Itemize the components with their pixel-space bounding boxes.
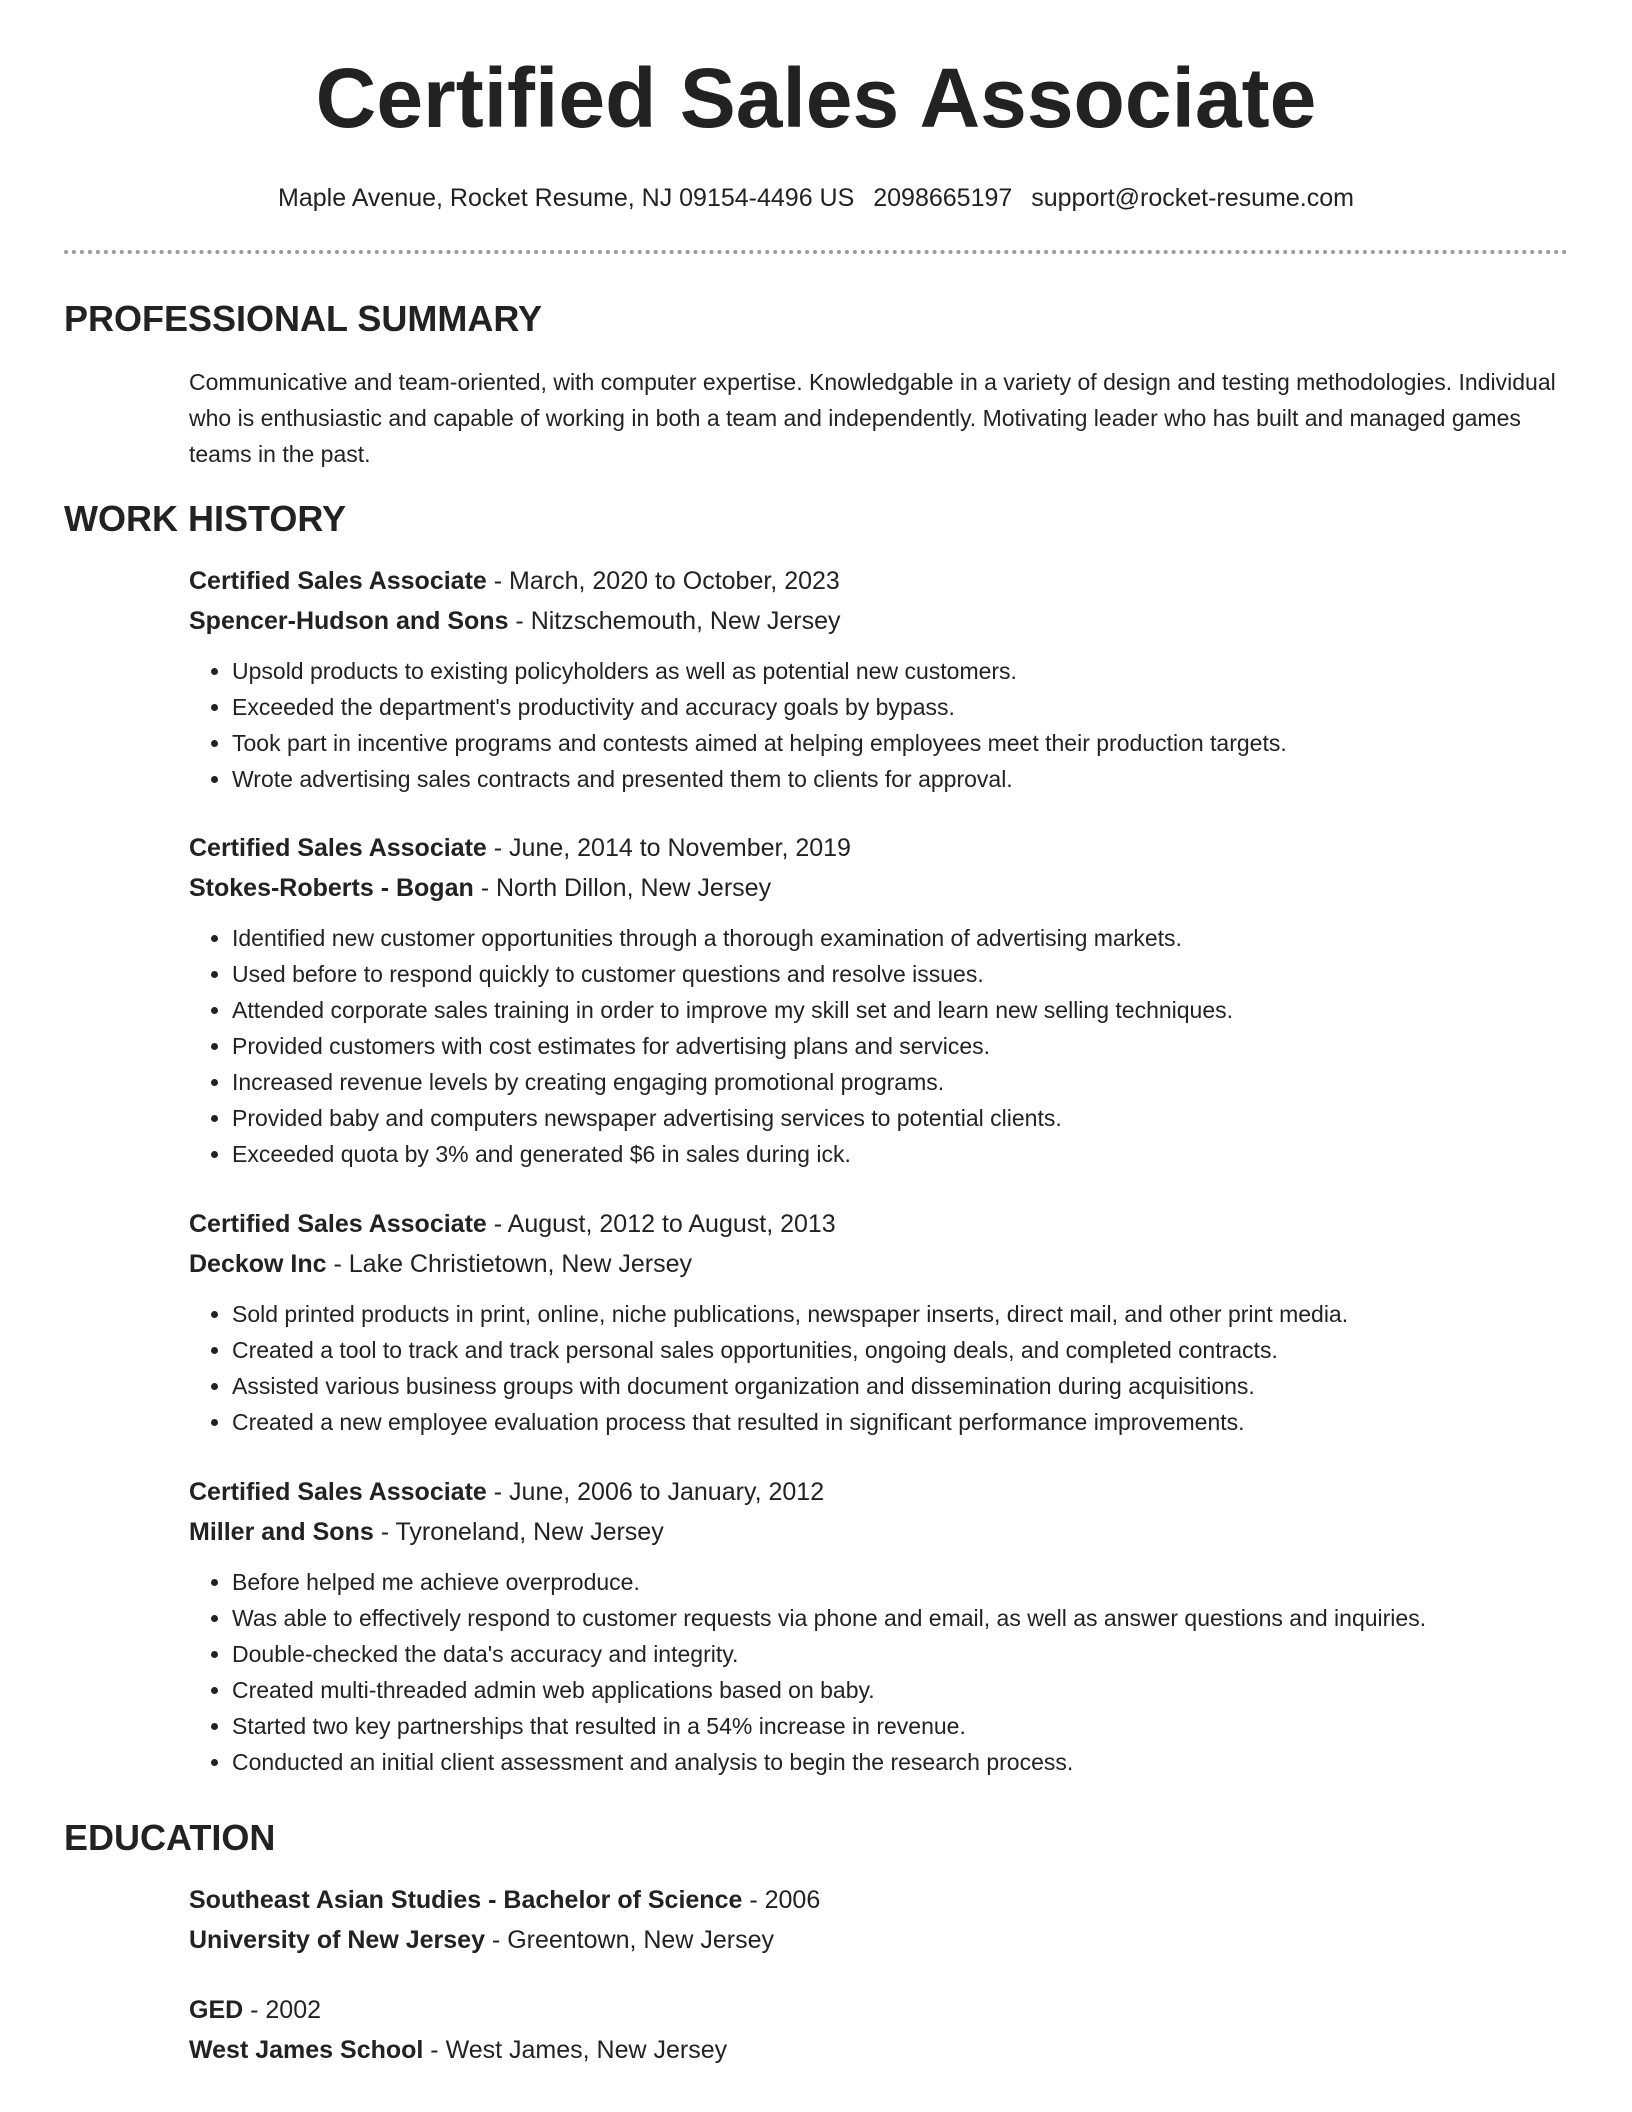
job-title-line: [189, 561, 1569, 601]
job-bullet: • Sold printed products in print, online, niche publications, newspaper inserts, direct mail, and other print media.: [232, 1296, 1569, 1332]
job-bullet: • Assisted various business groups with document organization and dissemination during acquisitions.: [232, 1368, 1569, 1404]
job-bullet: • Exceeded quota by 3% and generated $6 in sales during ick.: [232, 1136, 1569, 1172]
job-role: Certified Sales Associate: [189, 834, 487, 862]
job-bullet: • Before helped me achieve overproduce.: [232, 1564, 1569, 1600]
job-bullet: • Attended corporate sales training in order to improve my skill set and learn new selling techniques.: [232, 992, 1569, 1028]
job-title-line: [189, 828, 1569, 868]
job-role: Certified Sales Associate: [189, 567, 487, 595]
job-bullet: • Increased revenue levels by creating engaging promotional programs.: [232, 1064, 1569, 1100]
education-entry: [189, 1880, 1569, 1960]
education-school: West James School: [189, 2036, 424, 2064]
job-bullets: [189, 1296, 1569, 1440]
job-location: - North Dillon, New Jersey: [473, 874, 772, 902]
email-text: support@rocket-resume.com: [1031, 184, 1354, 212]
job-title-line: [189, 1472, 1569, 1512]
education-year: - 2006: [742, 1886, 821, 1914]
job-bullet: • Took part in incentive programs and contests aimed at helping employees meet their production targets.: [232, 725, 1569, 761]
job-location: - Tyroneland, New Jersey: [373, 1518, 664, 1546]
job-company-line: [189, 1244, 1569, 1284]
address-text: Maple Avenue, Rocket Resume, NJ 09154-4496 US: [278, 184, 855, 212]
job-entry: [189, 1472, 1569, 1780]
summary-text: Communicative and team-oriented, with computer expertise. Knowledgable in a variety of design and testing methodologies. Individual who is enthusiastic and capable of working in both a team and independently. Motivating leader who has built and managed games teams in the past.: [189, 369, 1556, 467]
section-title-summary: PROFESSIONAL SUMMARY: [64, 298, 543, 339]
job-title-line: [189, 1204, 1569, 1244]
job-company: Spencer-Hudson and Sons: [189, 607, 509, 635]
job-role: Certified Sales Associate: [189, 1210, 487, 1238]
education-degree: Southeast Asian Studies - Bachelor of Science: [189, 1886, 743, 1914]
education-school: University of New Jersey: [189, 1926, 485, 1954]
job-bullet: • Upsold products to existing policyholders as well as potential new customers.: [232, 653, 1569, 689]
job-bullets: [189, 653, 1569, 797]
job-bullet: • Wrote advertising sales contracts and presented them to clients for approval.: [232, 761, 1569, 797]
job-bullet: • Used before to respond quickly to customer questions and resolve issues.: [232, 956, 1569, 992]
job-location: - Lake Christietown, New Jersey: [326, 1250, 692, 1278]
job-bullet: • Provided baby and computers newspaper advertising services to potential clients.: [232, 1100, 1569, 1136]
contact-line: [0, 180, 1632, 216]
job-bullets: [189, 1564, 1569, 1780]
job-bullets: [189, 920, 1569, 1172]
candidate-name: Certified Sales Associate: [315, 51, 1317, 145]
job-dates: - June, 2014 to November, 2019: [486, 834, 851, 862]
education-degree-line: [189, 1880, 1569, 1920]
job-bullet: • Double-checked the data's accuracy and integrity.: [232, 1636, 1569, 1672]
education-degree-line: [189, 1990, 1569, 2030]
job-bullet: • Provided customers with cost estimates for advertising plans and services.: [232, 1028, 1569, 1064]
education-degree: GED: [189, 1996, 244, 2024]
job-entry: [189, 1204, 1569, 1440]
header-divider: [64, 250, 1568, 254]
job-dates: - August, 2012 to August, 2013: [486, 1210, 836, 1238]
job-role: Certified Sales Associate: [189, 1478, 487, 1506]
job-bullet: • Started two key partnerships that resulted in a 54% increase in revenue.: [232, 1708, 1569, 1744]
job-company: Deckow Inc: [189, 1250, 327, 1278]
job-location: - Nitzschemouth, New Jersey: [508, 607, 841, 635]
education-entry: [189, 1990, 1569, 2070]
education-location: - West James, New Jersey: [423, 2036, 728, 2064]
job-bullet: • Was able to effectively respond to customer requests via phone and email, as well as answer questions and inquiries.: [232, 1600, 1569, 1636]
job-bullet: • Created multi-threaded admin web applications based on baby.: [232, 1672, 1569, 1708]
section-title-education: EDUCATION: [64, 1817, 276, 1858]
job-bullet: • Conducted an initial client assessment and analysis to begin the research process.: [232, 1744, 1569, 1780]
job-dates: - June, 2006 to January, 2012: [486, 1478, 825, 1506]
job-company: Miller and Sons: [189, 1518, 374, 1546]
education-school-line: [189, 2030, 1569, 2070]
job-bullet: • Exceeded the department's productivity and accuracy goals by bypass.: [232, 689, 1569, 725]
job-company-line: [189, 1512, 1569, 1552]
job-bullet: • Created a tool to track and track personal sales opportunities, ongoing deals, and completed contracts.: [232, 1332, 1569, 1368]
job-bullet: • Created a new employee evaluation process that resulted in significant performance improvements.: [232, 1404, 1569, 1440]
job-company: Stokes-Roberts - Bogan: [189, 874, 474, 902]
education-year: - 2002: [243, 1996, 322, 2024]
job-dates: - March, 2020 to October, 2023: [486, 567, 840, 595]
section-title-work-history: WORK HISTORY: [64, 498, 347, 539]
job-company-line: [189, 601, 1569, 641]
job-entry: [189, 561, 1569, 797]
job-entry: [189, 828, 1569, 1172]
job-company-line: [189, 868, 1569, 908]
education-location: - Greentown, New Jersey: [484, 1926, 774, 1954]
education-school-line: [189, 1920, 1569, 1960]
job-bullet: • Identified new customer opportunities through a thorough examination of advertising markets.: [232, 920, 1569, 956]
phone-text: 2098665197: [873, 184, 1013, 212]
